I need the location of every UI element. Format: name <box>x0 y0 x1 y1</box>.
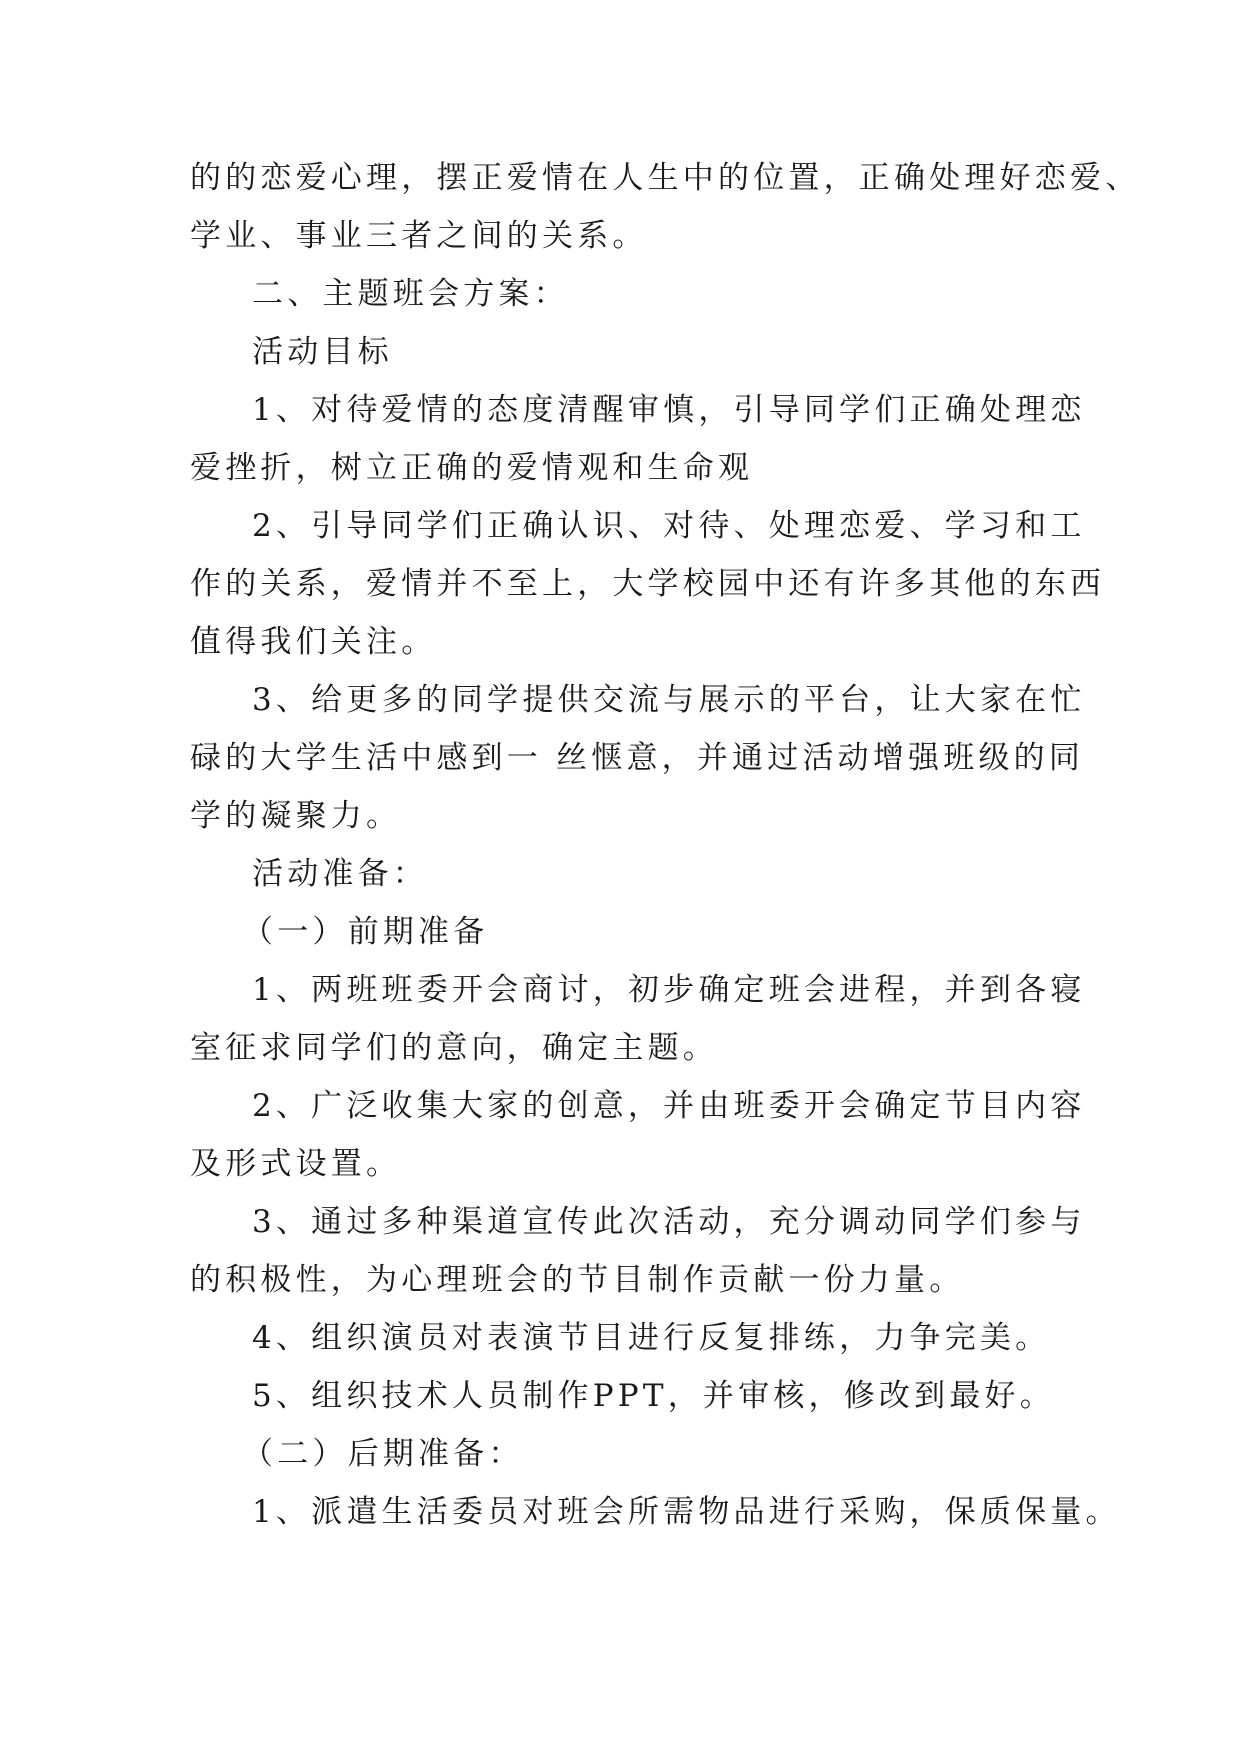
text-line: 的积极性，为心理班会的节目制作贡献一份力量。 <box>190 1262 965 1298</box>
text-line: 2、广泛收集大家的创意，并由班委开会确定节目内容 <box>252 1088 1086 1124</box>
text-line: 1、对待爱情的态度清醒审慎，引导同学们正确处理恋 <box>252 392 1086 428</box>
text-line: 值得我们关注。 <box>190 624 437 660</box>
text-line: 爱挫折，树立正确的爱情观和生命观 <box>190 450 754 486</box>
section-heading: 二、主题班会方案： <box>252 276 569 312</box>
subsection-heading: 活动目标 <box>252 334 393 370</box>
text-line: 2、引导同学们正确认识、对待、处理恋爱、学习和工 <box>252 508 1086 544</box>
subsection-heading: （二）后期准备： <box>242 1436 524 1472</box>
text-line: 3、给更多的同学提供交流与展示的平台，让大家在忙 <box>252 682 1086 718</box>
text-line: 4、组织演员对表演节目进行反复排练，力争完美。 <box>252 1320 1051 1356</box>
text-line: 5、组织技术人员制作PPT，并审核，修改到最好。 <box>252 1378 1055 1414</box>
text-line: 碌的大学生活中感到一 丝惬意，并通过活动增强班级的同 <box>190 740 1085 776</box>
text-line: 1、派遣生活委员对班会所需物品进行采购，保质保量。 <box>252 1494 1121 1530</box>
text-line: 室征求同学们的意向，确定主题。 <box>190 1030 718 1066</box>
subsection-heading: 活动准备： <box>252 856 428 892</box>
subsection-heading: （一）前期准备 <box>242 914 489 950</box>
text-line: 1、两班班委开会商讨，初步确定班会进程，并到各寝 <box>252 972 1086 1008</box>
text-line: 的的恋爱心理，摆正爱情在人生中的位置，正确处理好恋爱、 <box>190 160 1141 196</box>
text-line: 及形式设置。 <box>190 1146 402 1182</box>
text-line: 学业、事业三者之间的关系。 <box>190 218 648 254</box>
text-line: 3、通过多种渠道宣传此次活动，充分调动同学们参与 <box>252 1204 1086 1240</box>
text-line: 学的凝聚力。 <box>190 798 402 834</box>
text-line: 作的关系，爱情并不至上，大学校园中还有许多其他的东西 <box>190 566 1106 602</box>
